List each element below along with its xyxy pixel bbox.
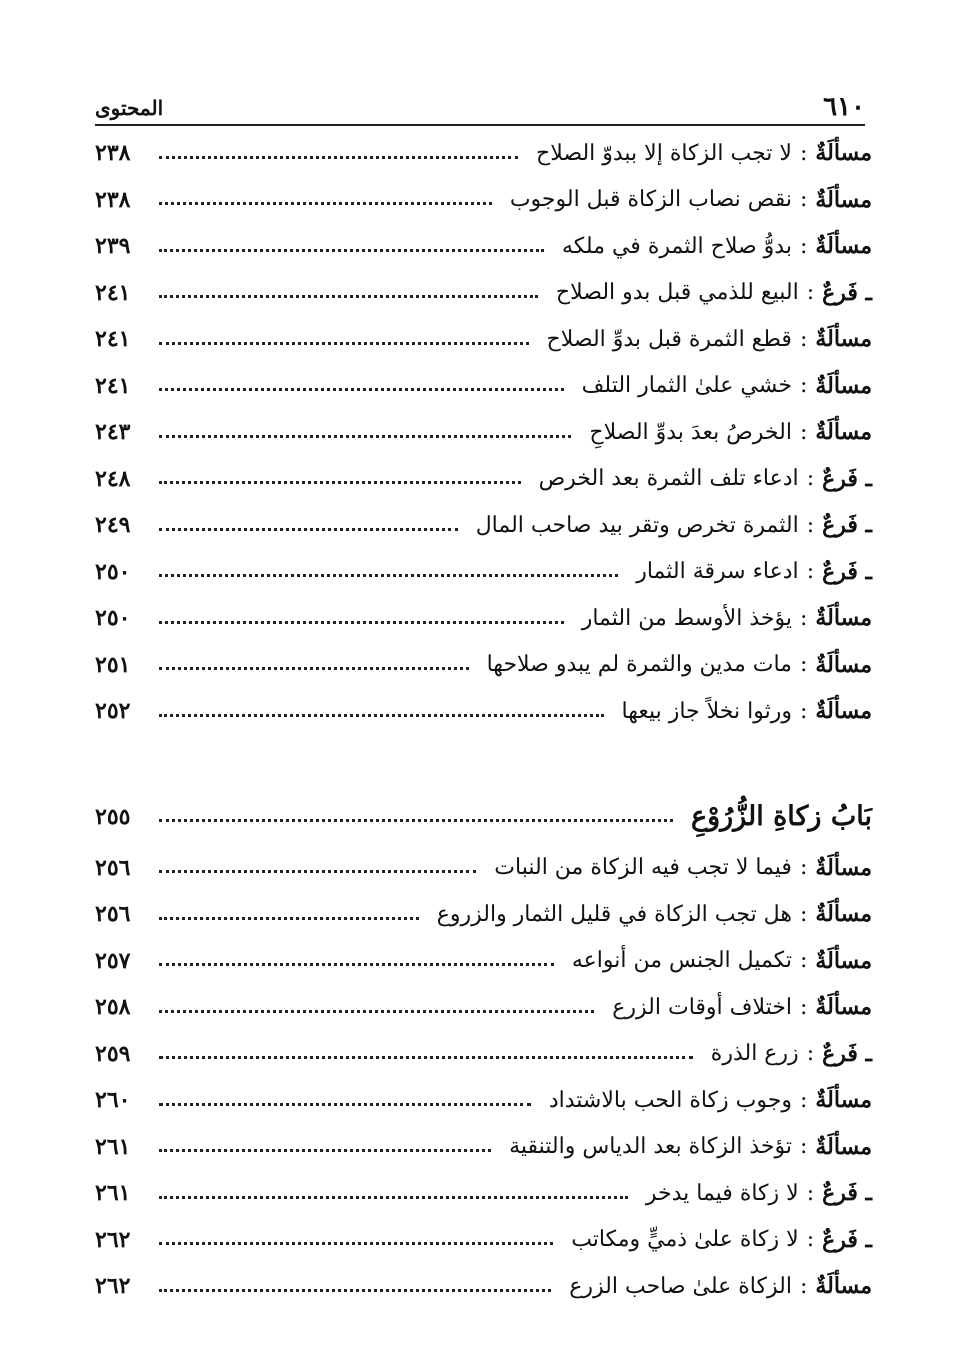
entry-title: ادعاء تلف الثمرة بعد الخرص xyxy=(538,466,799,492)
toc-entry[interactable] xyxy=(95,688,872,735)
entry-kind: مسألَةٌ xyxy=(815,651,872,678)
entry-colon: : xyxy=(799,1087,808,1113)
entry-page: ٢٦١ xyxy=(95,1133,131,1160)
dot-leader xyxy=(159,1103,531,1106)
entry-kind: مسألَةٌ xyxy=(815,901,872,928)
entry-colon: : xyxy=(799,233,808,259)
entry-title: مات مدين والثمرة لم يبدو صلاحها xyxy=(486,652,792,678)
entry-title: اختلاف أوقات الزرع xyxy=(612,994,792,1020)
toc-entry[interactable] xyxy=(95,130,872,177)
entry-title: خشي علىٰ الثمار التلف xyxy=(581,373,792,399)
entry-page: ٢٥٩ xyxy=(95,1040,131,1067)
dot-leader xyxy=(159,1056,693,1059)
entry-colon: : xyxy=(806,1180,815,1206)
entry-colon: : xyxy=(799,652,808,678)
entry-title: لا زكاة علىٰ ذميٍّ ومكاتب xyxy=(571,1227,799,1253)
toc-entry[interactable] xyxy=(95,845,872,892)
entry-colon: : xyxy=(799,855,808,881)
entry-title: نقص نصاب الزكاة قبل الوجوب xyxy=(509,187,792,213)
entry-page: ٢٥٠ xyxy=(95,558,131,585)
entry-kind: مسألَةٌ xyxy=(815,419,872,446)
entry-page: ٢٥٠ xyxy=(95,605,131,632)
toc-entry[interactable] xyxy=(95,177,872,224)
entry-title: فيما لا تجب فيه الزكاة من النبات xyxy=(494,855,792,881)
page-number: ٦١٠ xyxy=(823,92,865,122)
entry-page: ٢٣٨ xyxy=(95,140,131,167)
entry-title: قطع الثمرة قبل بدوِّ الصلاح xyxy=(546,326,792,352)
dot-leader xyxy=(159,481,521,484)
entry-title: هل تجب الزكاة في قليل الثمار والزروع xyxy=(436,901,792,927)
dot-leader xyxy=(159,870,476,873)
dot-leader xyxy=(159,388,564,391)
entry-kind: ـ فَرعٌ xyxy=(822,512,872,539)
dot-leader xyxy=(159,1149,491,1152)
entry-kind: مسألَةٌ xyxy=(815,186,872,213)
entry-title: الثمرة تخرص وتقر بيد صاحب المال xyxy=(475,512,799,538)
entry-page: ٢٦٠ xyxy=(95,1087,131,1114)
dot-leader xyxy=(159,249,544,252)
entry-title: زرع الذرة xyxy=(710,1041,799,1067)
toc-entry[interactable] xyxy=(95,549,872,596)
toc-entry[interactable] xyxy=(95,1124,872,1171)
entry-kind: مسألَةٌ xyxy=(815,233,872,260)
dot-leader xyxy=(159,963,554,966)
entry-colon: : xyxy=(799,373,808,399)
toc-entry[interactable] xyxy=(95,1170,872,1217)
toc-entry[interactable] xyxy=(95,456,872,503)
entry-kind: ـ فَرعٌ xyxy=(822,1180,872,1207)
chapter-title: بَابُ زكاةِ الزُّرُوْعِ xyxy=(690,801,872,832)
dot-leader xyxy=(159,917,419,920)
entry-kind: مسألَةٌ xyxy=(815,1087,872,1114)
entry-title: يؤخذ الأوسط من الثمار xyxy=(581,605,792,631)
entry-kind: ـ فَرعٌ xyxy=(822,1040,872,1067)
toc-entry[interactable] xyxy=(95,642,872,689)
dot-leader xyxy=(159,435,571,438)
entry-title: ورثوا نخلاً جاز بيعها xyxy=(621,698,792,724)
entry-kind: مسألَةٌ xyxy=(815,854,872,881)
chapter-page: ٢٥٥ xyxy=(95,803,131,830)
entry-page: ٢٦٢ xyxy=(95,1273,131,1300)
toc-entry[interactable] xyxy=(95,502,872,549)
entry-kind: ـ فَرعٌ xyxy=(822,558,872,585)
entry-colon: : xyxy=(799,419,808,445)
dot-leader xyxy=(159,342,529,345)
toc-entry[interactable] xyxy=(95,1077,872,1124)
entry-colon: : xyxy=(799,948,808,974)
entry-kind: مسألَةٌ xyxy=(815,372,872,399)
entry-kind: مسألَةٌ xyxy=(815,994,872,1021)
dot-leader xyxy=(159,1196,628,1199)
entry-title: لا تجب الزكاة إلا ببدوّ الصلاح xyxy=(536,140,792,166)
entry-kind: ـ فَرعٌ xyxy=(822,465,872,492)
chapter-heading[interactable] xyxy=(95,789,872,845)
entry-colon: : xyxy=(799,140,808,166)
dot-leader xyxy=(159,714,604,717)
entry-kind: مسألَةٌ xyxy=(815,1133,872,1160)
dot-leader xyxy=(159,667,469,670)
entry-colon: : xyxy=(799,698,808,724)
entry-colon: : xyxy=(799,994,808,1020)
dot-leader xyxy=(159,295,538,298)
entry-colon: : xyxy=(799,901,808,927)
entry-kind: ـ فَرعٌ xyxy=(822,279,872,306)
entry-title: ادعاء سرقة الثمار xyxy=(636,559,799,585)
entry-page: ٢٥٧ xyxy=(95,947,131,974)
entry-page: ٢٤٣ xyxy=(95,419,131,446)
entry-title: البيع للذمي قبل بدو الصلاح xyxy=(555,280,799,306)
dot-leader xyxy=(159,574,618,577)
entry-colon: : xyxy=(806,1227,815,1253)
dot-leader xyxy=(159,156,518,159)
dot-leader xyxy=(159,621,564,624)
toc-entry[interactable] xyxy=(95,1031,872,1078)
dot-leader xyxy=(159,819,673,822)
toc-entry[interactable] xyxy=(95,270,872,317)
entry-kind: مسألَةٌ xyxy=(815,605,872,632)
entry-colon: : xyxy=(806,466,815,492)
entry-colon: : xyxy=(799,326,808,352)
entry-title: تؤخذ الزكاة بعد الدياس والتنقية xyxy=(509,1134,792,1160)
entry-page: ٢٥٦ xyxy=(95,901,131,928)
entry-page: ٢٤١ xyxy=(95,372,131,399)
toc-entry[interactable] xyxy=(95,223,872,270)
entry-colon: : xyxy=(799,1273,808,1299)
entry-colon: : xyxy=(799,1134,808,1160)
entry-title: الخرصُ بعدَ بدوِّ الصلاحِ xyxy=(589,419,792,445)
entry-title: الزكاة علىٰ صاحب الزرع xyxy=(569,1273,792,1299)
toc-entry[interactable] xyxy=(95,984,872,1031)
entry-kind: مسألَةٌ xyxy=(815,698,872,725)
entry-kind: مسألَةٌ xyxy=(815,1273,872,1300)
entry-kind: مسألَةٌ xyxy=(815,140,872,167)
table-of-contents xyxy=(95,130,872,1310)
entry-colon: : xyxy=(806,512,815,538)
entry-colon: : xyxy=(806,559,815,585)
entry-title: بدوُّ صلاح الثمرة في ملكه xyxy=(561,233,792,259)
dot-leader xyxy=(159,1010,594,1013)
running-title: المحتوى xyxy=(95,96,164,120)
toc-entry[interactable] xyxy=(95,1263,872,1310)
dot-leader xyxy=(159,202,492,205)
toc-entry[interactable] xyxy=(95,595,872,642)
dot-leader xyxy=(159,1289,551,1292)
toc-entry[interactable] xyxy=(95,1217,872,1264)
entry-kind: ـ فَرعٌ xyxy=(822,1226,872,1253)
toc-entry[interactable] xyxy=(95,316,872,363)
entry-colon: : xyxy=(799,187,808,213)
entry-kind: مسألَةٌ xyxy=(815,326,872,353)
toc-entry[interactable] xyxy=(95,363,872,410)
entry-title: لا زكاة فيما يدخر xyxy=(645,1180,799,1206)
entry-page: ٢٣٩ xyxy=(95,233,131,260)
entry-page: ٢٥٨ xyxy=(95,994,131,1021)
entry-colon: : xyxy=(806,280,815,306)
entry-page: ٢٦١ xyxy=(95,1180,131,1207)
toc-entry[interactable] xyxy=(95,409,872,456)
entry-kind: مسألَةٌ xyxy=(815,947,872,974)
entry-page: ٢٤١ xyxy=(95,279,131,306)
entry-page: ٢٦٢ xyxy=(95,1226,131,1253)
entry-page: ٢٥١ xyxy=(95,651,131,678)
entry-page: ٢٥٦ xyxy=(95,854,131,881)
entry-title: وجوب زكاة الحب بالاشتداد xyxy=(548,1087,792,1113)
toc-entry[interactable] xyxy=(95,891,872,938)
entry-page: ٢٤٩ xyxy=(95,512,131,539)
entry-title: تكميل الجنس من أنواعه xyxy=(571,948,792,974)
entry-page: ٢٣٨ xyxy=(95,186,131,213)
toc-entry[interactable] xyxy=(95,938,872,985)
dot-leader xyxy=(159,528,458,531)
entry-colon: : xyxy=(799,605,808,631)
entry-page: ٢٤١ xyxy=(95,326,131,353)
dot-leader xyxy=(159,1242,553,1245)
page-header xyxy=(95,84,865,126)
entry-page: ٢٤٨ xyxy=(95,465,131,492)
entry-page: ٢٥٢ xyxy=(95,698,131,725)
entry-colon: : xyxy=(806,1041,815,1067)
